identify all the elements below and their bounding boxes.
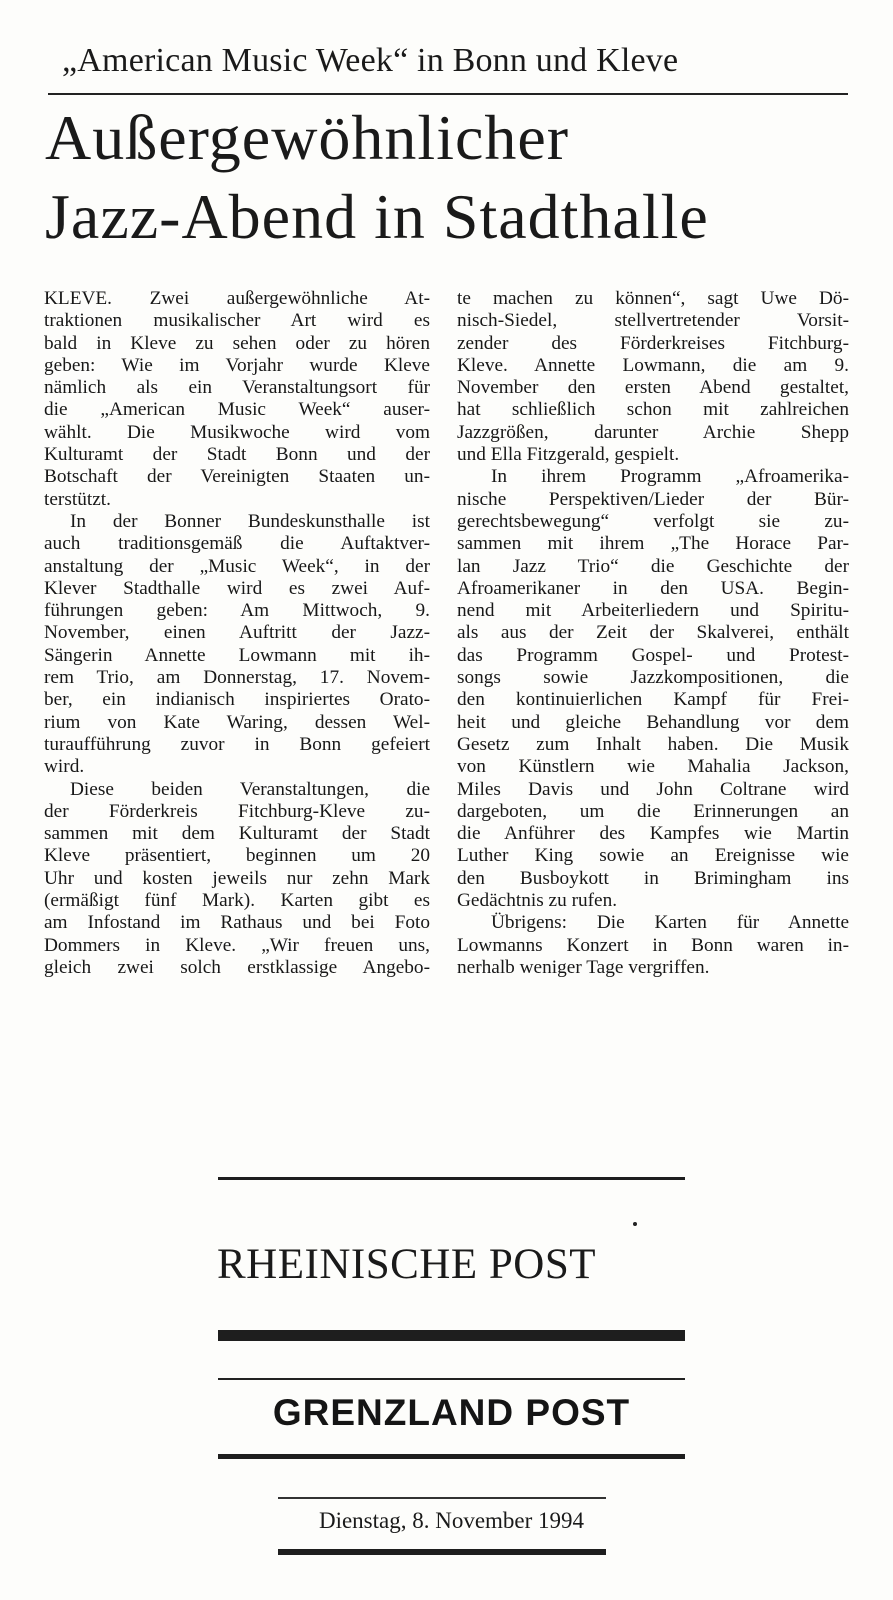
article-text-line: bald in Kleve zu sehen oder zu hören bbox=[44, 332, 430, 354]
article-text-line: Kleve präsentiert, beginnen um 20 bbox=[44, 845, 430, 867]
article-text-line: Jazzgrößen, darunter Archie Shepp bbox=[457, 421, 849, 443]
article-text-line: Lowmanns Konzert in Bonn waren in- bbox=[457, 934, 849, 956]
article-text-line: die „American Music Week“ auser- bbox=[44, 399, 430, 421]
headline-line-2: Jazz-Abend in Stadthalle bbox=[45, 181, 709, 252]
article-text-line: sammen mit dem Kulturamt der Stadt bbox=[44, 823, 430, 845]
article-text-line: KLEVE. Zwei außergewöhnliche At- bbox=[44, 288, 430, 309]
article-text-line: Sängerin Annette Lowmann mit ih- bbox=[44, 644, 430, 666]
article-text-line: heit und gleiche Behandlung vor dem bbox=[457, 711, 849, 733]
date-rule-top bbox=[278, 1497, 606, 1499]
publication-date: Dienstag, 8. November 1994 bbox=[318, 1508, 585, 1533]
article-text-line: Übrigens: Die Karten für Annette bbox=[491, 912, 849, 934]
article-text-line: wählt. Die Musikwoche wird vom bbox=[44, 421, 430, 443]
article-text-line: Kleve. Annette Lowmann, die am 9. bbox=[457, 354, 849, 376]
article-text-line: als aus der Zeit der Skalverei, enthält bbox=[457, 622, 849, 644]
article-text-line: November den ersten Abend gestaltet, bbox=[457, 377, 849, 399]
headline bbox=[45, 98, 855, 256]
article-text-line: Klever Stadthalle wird es zwei Auf- bbox=[44, 577, 430, 599]
masthead-rule-thin bbox=[218, 1378, 685, 1380]
article-text-line: nend mit Arbeiterliedern und Spiritu- bbox=[457, 600, 849, 622]
article-text-line: Miles Davis und John Coltrane wird bbox=[457, 778, 849, 800]
article-text-line: rium von Kate Waring, dessen Wel- bbox=[44, 711, 430, 733]
article-column-right bbox=[457, 288, 849, 979]
article-text-line: zender des Förderkreises Fitchburg- bbox=[457, 332, 849, 354]
article-text-line: der Förderkreis Fitchburg-Kleve zu- bbox=[44, 800, 430, 822]
article-text-line: von Künstlern wie Mahalia Jackson, bbox=[457, 756, 849, 778]
article-text-line: gleich zwei solch erstklassige Angebo- bbox=[44, 956, 430, 978]
article-text-line: Kulturamt der Stadt Bonn und der bbox=[44, 444, 430, 466]
article-text-line: November, einen Auftritt der Jazz- bbox=[44, 622, 430, 644]
article-text-line: In ihrem Programm „Afroamerika- bbox=[491, 466, 849, 488]
article-text-line: den kontinuierlichen Kampf für Frei- bbox=[457, 689, 849, 711]
article-text-line: Diese beiden Veranstaltungen, die bbox=[70, 778, 430, 800]
kicker-line: „American Music Week“ in Bonn und Kleve bbox=[62, 42, 679, 79]
date-rule-bottom bbox=[278, 1549, 606, 1555]
article-text-line: nämlich als ein Veranstaltungsort für bbox=[44, 377, 430, 399]
section-divider bbox=[218, 1177, 685, 1180]
article-text-line: und Ella Fitzgerald, gespielt. bbox=[457, 444, 680, 466]
article-text-line: lan Jazz Trio“ die Geschichte der bbox=[457, 555, 849, 577]
article-text-line: anstaltung der „Music Week“, in der bbox=[44, 555, 430, 577]
article-column-left bbox=[44, 288, 430, 979]
article-text-line: Afroamerikaner in den USA. Begin- bbox=[457, 577, 849, 599]
article-text-line: am Infostand im Rathaus und bei Foto bbox=[44, 912, 430, 934]
article-text-line: auch traditionsgemäß die Auftaktver- bbox=[44, 533, 430, 555]
article-text-line: In der Bonner Bundeskunsthalle ist bbox=[70, 510, 430, 532]
print-speck bbox=[633, 1222, 637, 1226]
article-text-line: gerechtsbewegung“ verfolgt sie zu- bbox=[457, 510, 849, 532]
article-text-line: Uhr und kosten jeweils nur zehn Mark bbox=[44, 867, 430, 889]
article-text-line: Dommers in Kleve. „Wir freuen uns, bbox=[44, 934, 430, 956]
article-text-line: traktionen musikalischer Art wird es bbox=[44, 310, 430, 332]
article-text-line: das Programm Gospel- und Protest- bbox=[457, 644, 849, 666]
article-text-line: nerhalb weniger Tage vergriffen. bbox=[457, 956, 710, 978]
article-text-line: führungen geben: Am Mittwoch, 9. bbox=[44, 600, 430, 622]
article-text-line: dargeboten, um die Erinnerungen an bbox=[457, 800, 849, 822]
article-text-line: rem Trio, am Donnerstag, 17. Novem- bbox=[44, 667, 430, 689]
article-text-line: turaufführung zuvor in Bonn gefeiert bbox=[44, 733, 430, 755]
article-text-line: Luther King sowie an Ereignisse wie bbox=[457, 845, 849, 867]
article-text-line: wird. bbox=[44, 756, 85, 778]
masthead-rule-lower bbox=[218, 1454, 685, 1459]
article-text-line: nisch-Siedel, stellvertretender Vorsit- bbox=[457, 310, 849, 332]
article-text-line: te machen zu können“, sagt Uwe Dö- bbox=[457, 288, 849, 309]
article-text-line: sammen mit ihrem „The Horace Par- bbox=[457, 533, 849, 555]
masthead-rule-thick bbox=[218, 1330, 685, 1341]
article-text-line: (ermäßigt fünf Mark). Karten gibt es bbox=[44, 890, 430, 912]
newspaper-name-rheinische-post: RHEINISCHE POST bbox=[217, 1241, 597, 1288]
article-text-line: terstützt. bbox=[44, 488, 111, 510]
article-text-line: geben: Wie im Vorjahr wurde Kleve bbox=[44, 354, 430, 376]
article-text-line: Gedächtnis zu rufen. bbox=[457, 890, 618, 912]
article-text-line: songs sowie Jazzkompositionen, die bbox=[457, 667, 849, 689]
article-text-line: den Busboykott in Brimingham ins bbox=[457, 867, 849, 889]
kicker-divider bbox=[48, 93, 848, 95]
article-text-line: Botschaft der Vereinigten Staaten un- bbox=[44, 466, 430, 488]
article-text-line: Gesetz zum Inhalt haben. Die Musik bbox=[457, 733, 849, 755]
article-text-line: hat schließlich schon mit zahlreichen bbox=[457, 399, 849, 421]
article-text-line: ber, ein indianisch inspiriertes Orato- bbox=[44, 689, 430, 711]
headline-line-1: Außergewöhnlicher bbox=[45, 102, 570, 173]
article-text-line: nische Perspektiven/Lieder der Bür- bbox=[457, 488, 849, 510]
article-text-line: die Anführer des Kampfes wie Martin bbox=[457, 823, 849, 845]
newspaper-name-grenzland-post: GRENZLAND POST bbox=[272, 1392, 631, 1433]
